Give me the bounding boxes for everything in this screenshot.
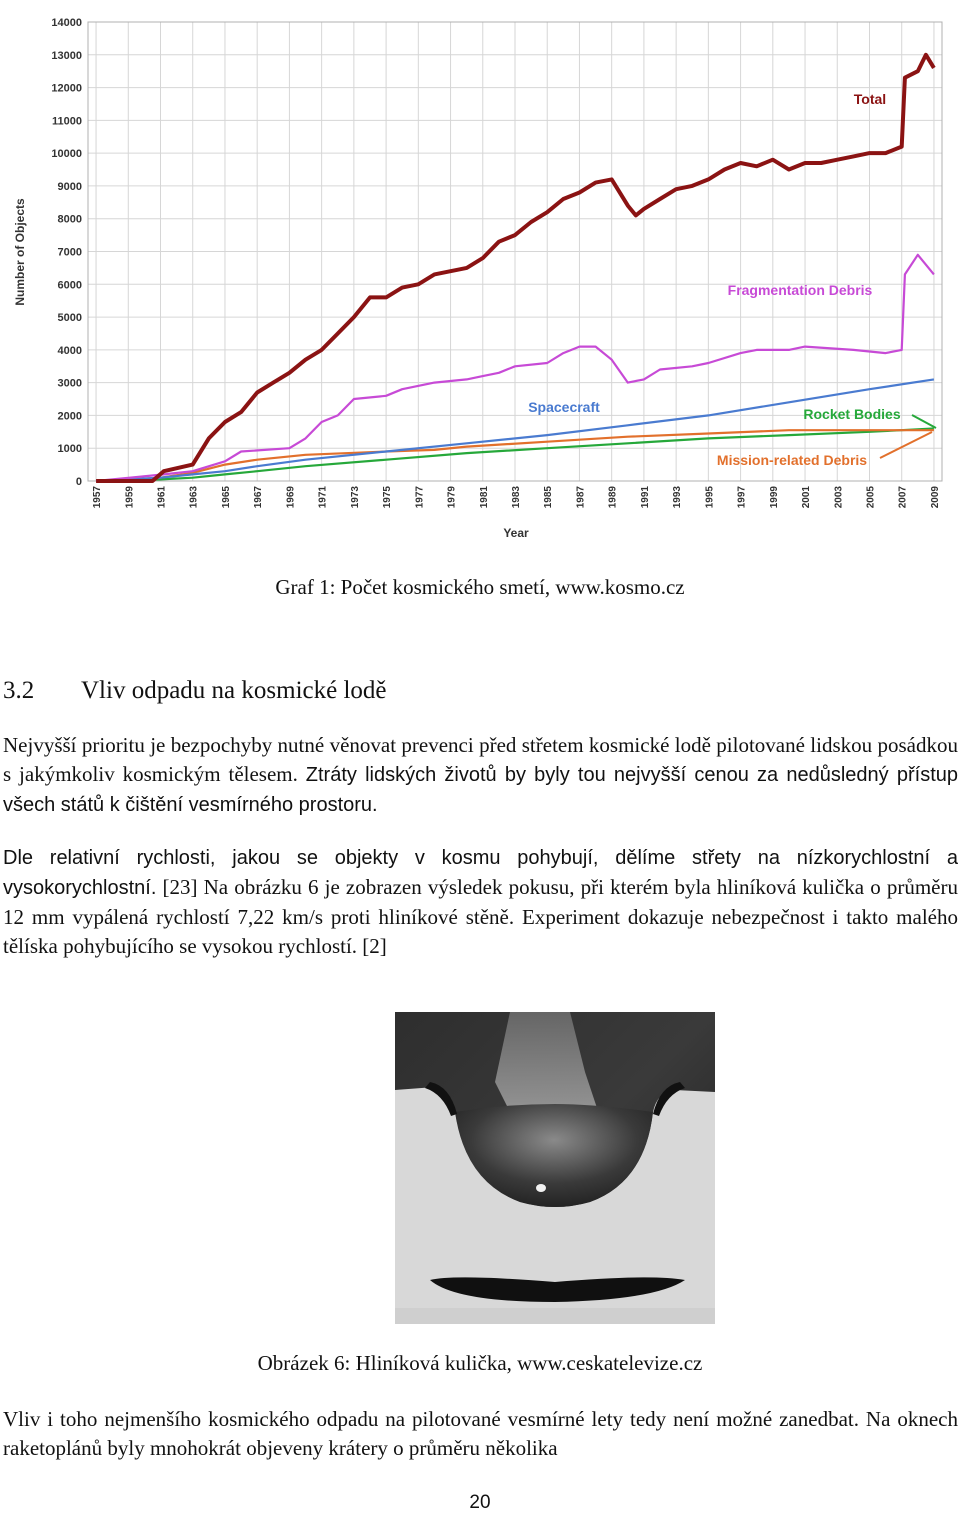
y-tick-label: 10000 xyxy=(51,148,82,161)
y-tick-label: 13000 xyxy=(51,49,82,62)
y-tick-label: 11000 xyxy=(52,115,82,128)
y-tick-label: 8000 xyxy=(57,213,82,226)
paragraph-1-part-1: Nejvyšší prioritu je bezpochyby nutné věnovat prevenci před střetem kosmické lodě pilotované lidskou posádkou s jakýmkoliv kosmickým tělesem. xyxy=(3,733,958,786)
x-tick-label: 1989 xyxy=(607,486,619,509)
x-tick-label: 2003 xyxy=(833,486,845,509)
section-number: 3.2 xyxy=(3,677,35,704)
x-tick-label: 1971 xyxy=(317,486,329,509)
section-title: Vliv odpadu na kosmické lodě xyxy=(81,677,387,704)
y-tick-label: 1000 xyxy=(57,443,82,456)
x-tick-label: 1979 xyxy=(446,486,458,509)
x-tick-label: 1973 xyxy=(349,486,361,509)
x-tick-label: 1969 xyxy=(285,486,297,509)
x-tick-label: 1957 xyxy=(92,486,104,509)
paragraph-2 xyxy=(3,843,958,961)
paragraph-3: Vliv i toho nejmenšího kosmického odpadu na pilotované vesmírné lety tedy není možné zanedbat. Na oknech raketoplánů byly mnohokrát objeveny krátery o průměru několika xyxy=(3,1407,958,1460)
section-heading xyxy=(3,676,387,706)
x-tick-label: 2009 xyxy=(929,486,941,509)
y-tick-label: 9000 xyxy=(57,180,82,193)
series-label: Rocket Bodies xyxy=(803,406,901,422)
x-tick-label: 1999 xyxy=(768,486,780,509)
y-axis-label: Number of Objects xyxy=(13,198,27,306)
y-tick-label: 14000 xyxy=(51,17,82,29)
series-label: Total xyxy=(853,91,887,107)
x-tick-label: 1987 xyxy=(575,486,587,509)
x-tick-label: 2005 xyxy=(865,486,877,509)
x-tick-label: 1965 xyxy=(220,486,232,509)
x-tick-label: 1995 xyxy=(704,486,716,509)
y-tick-label: 12000 xyxy=(51,82,82,95)
aluminium-ball-photo xyxy=(395,1012,715,1324)
figure1-caption: Graf 1: Počet kosmického smetí, www.kosmo.cz xyxy=(275,575,685,599)
y-tick-label: 0 xyxy=(75,476,82,488)
x-tick-label: 1967 xyxy=(253,486,265,509)
x-tick-label: 1985 xyxy=(543,486,555,509)
paragraph-2-part-2: [23] Na obrázku 6 je zobrazen výsledek pokusu, při kterém byla hliníková kulička o průměru 12 mm vypálená rychlostí 7,22 km/s proti hliníkové stěně. Experiment dokazuje nebezpečnost i takto malého tělíska pohybujícího se vysokou rychlostí. [2] xyxy=(3,875,958,958)
y-tick-label: 6000 xyxy=(57,279,82,292)
crater-image xyxy=(395,1012,715,1324)
x-tick-label: 1991 xyxy=(639,486,651,509)
series-label: Fragmentation Debris xyxy=(727,282,873,298)
y-tick-label: 3000 xyxy=(57,377,82,390)
x-tick-label: 1983 xyxy=(511,486,522,509)
x-tick-label: 2007 xyxy=(897,486,909,509)
debris-chart xyxy=(0,0,960,548)
x-axis-label: Year xyxy=(503,526,529,540)
y-tick-label: 5000 xyxy=(57,312,82,325)
y-tick-label: 2000 xyxy=(57,410,82,423)
page-number: 20 xyxy=(469,1492,491,1513)
x-tick-label: 1963 xyxy=(188,486,200,509)
y-tick-label: 4000 xyxy=(57,344,82,357)
y-tick-label: 7000 xyxy=(57,246,82,259)
series-label: Mission-related Debris xyxy=(716,452,868,468)
x-tick-label: 1993 xyxy=(672,486,684,509)
x-tick-label: 1997 xyxy=(736,486,748,509)
x-tick-label: 2001 xyxy=(801,486,813,509)
x-tick-label: 1961 xyxy=(156,486,168,509)
figure6-caption: Obrázek 6: Hliníková kulička, www.ceskatelevize.cz xyxy=(257,1351,703,1375)
paragraph-2-part-1: Dle relativní rychlosti, jakou se objekty v kosmu pohybují, dělíme střety na nízkorychlostní a vysokorychlostní. xyxy=(3,847,958,899)
x-tick-label: 1977 xyxy=(414,486,426,509)
debris-chart-svg xyxy=(0,0,960,548)
paragraph-1-part-2: Ztráty lidských životů by byly tou nejvyšší cenou za nedůsledný přístup všech států k čištění vesmírného prostoru. xyxy=(3,764,959,816)
x-tick-label: 1959 xyxy=(124,486,136,509)
paragraph-1 xyxy=(3,731,958,820)
x-tick-label: 1975 xyxy=(382,486,394,509)
series-label: Spacecraft xyxy=(528,399,600,415)
x-tick-label: 1981 xyxy=(478,486,490,509)
